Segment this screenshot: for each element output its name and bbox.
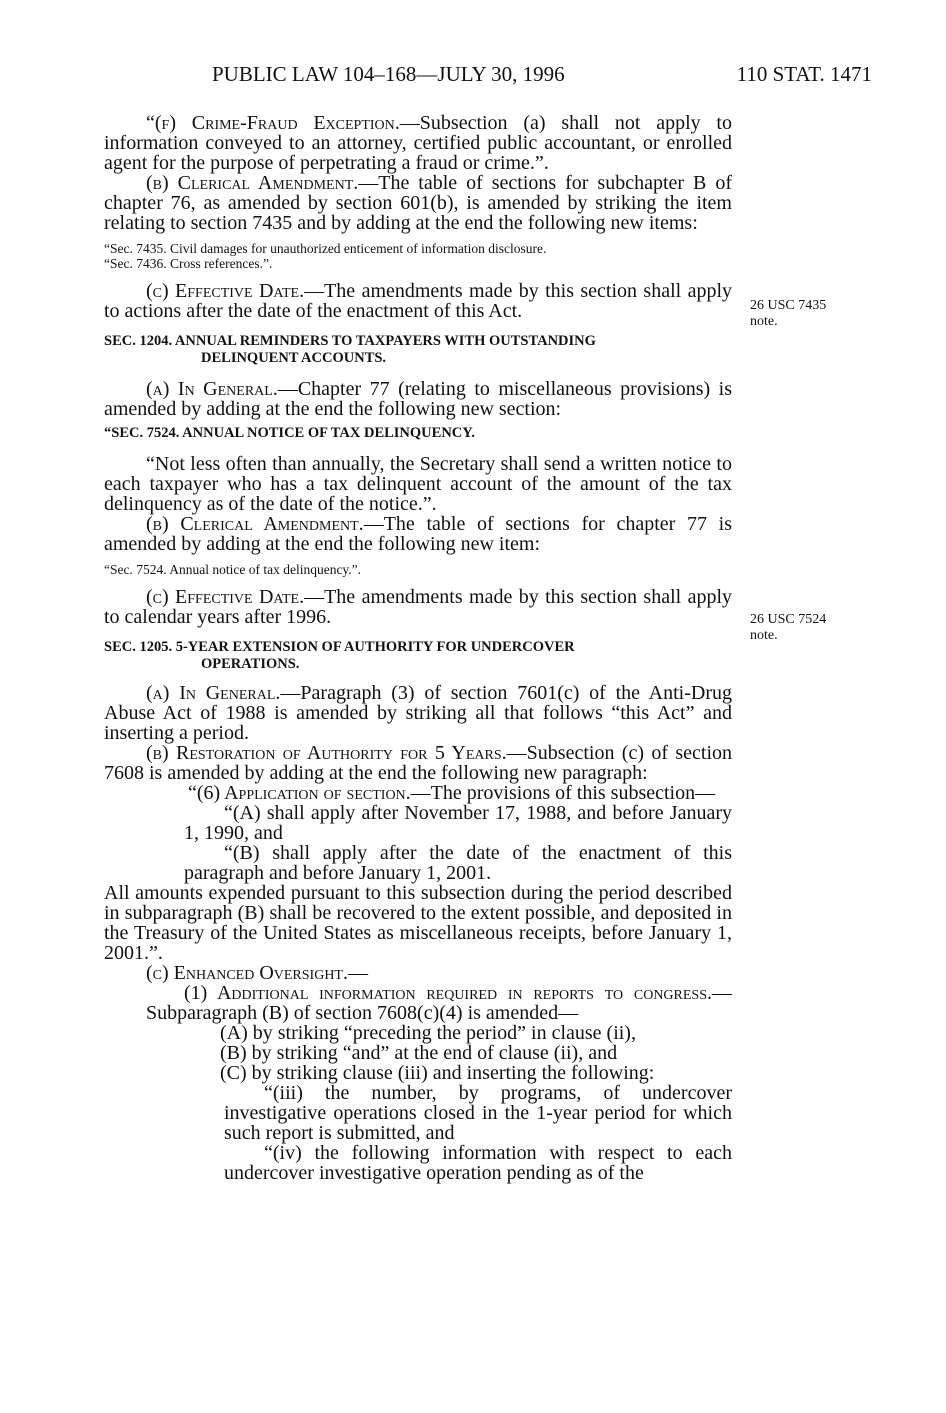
table-item-7436: “Sec. 7436. Cross references.”. bbox=[104, 256, 273, 271]
clause-iv: “(iv) the following information with respect to each undercover investigative operation pending as of the bbox=[224, 1142, 732, 1184]
header-stat-page: 110 STAT. 1471 bbox=[736, 62, 872, 86]
margin-note-7524: 26 USC 7524 note. bbox=[750, 612, 827, 643]
notice-text: “Not less often than annually, the Secretary shall send a written notice to each taxpayer who has a tax delinquent account of the amount of the tax delinquency as of the date of the notice.”. bbox=[104, 453, 732, 515]
restoration-of-authority: (b) Restoration of Authority for 5 Years.—Subsection (c) of section 7608 is amended by adding at the end the following new paragraph: bbox=[104, 742, 732, 784]
clause-iii: “(iii) the number, by programs, of undercover investigative operations closed in the 1-year period for which such report is submitted, and bbox=[224, 1082, 732, 1144]
enhanced-oversight: (c) Enhanced Oversight.— bbox=[146, 962, 368, 984]
running-header bbox=[212, 62, 872, 90]
effective-date-1: (c) Effective Date.—The amendments made by this section shall apply to actions after the date of the enactment of this Act. bbox=[104, 280, 732, 322]
list-item-a: (A) by striking “preceding the period” in clause (ii), bbox=[220, 1022, 636, 1044]
subparagraph-b: “(B) shall apply after the date of the enactment of this paragraph and before January 1, 2001. bbox=[184, 842, 732, 884]
document-body bbox=[104, 113, 732, 1183]
list-item-c: (C) by striking clause (iii) and inserting the following: bbox=[220, 1062, 655, 1084]
list-item-b: (B) by striking “and” at the end of clause (ii), and bbox=[220, 1042, 618, 1064]
effective-date-2: (c) Effective Date.—The amendments made by this section shall apply to calendar years after 1996. bbox=[104, 586, 732, 628]
additional-information: (1) Additional information required in reports to congress.—Subparagraph (B) of section 7608(c)(4) is amended— bbox=[146, 982, 732, 1024]
margin-note-7435: 26 USC 7435 note. bbox=[750, 298, 827, 329]
application-of-section: “(6) Application of section.—The provisions of this subsection— bbox=[188, 782, 716, 804]
header-public-law: PUBLIC LAW 104–168—JULY 30, 1996 bbox=[212, 62, 565, 86]
all-amounts-text: All amounts expended pursuant to this subsection during the period described in subparagraph (B) shall be recovered to the extent possible, and deposited in the Treasury of the United States as miscellaneous receipts, before January 1, 2001.”. bbox=[104, 882, 732, 964]
crime-fraud-exception: “(f) Crime-Fraud Exception.—Subsection (a) shall not apply to information conveyed to an attorney, certified public accountant, or enrolled agent for the purpose of perpetrating a fraud or crime.”. bbox=[104, 112, 732, 174]
section-1204-heading: SEC. 1204. ANNUAL REMINDERS TO TAXPAYERS WITH OUTSTANDING DELINQUENT ACCOUNTS. bbox=[104, 333, 596, 366]
in-general-1204: (a) In General.—Chapter 77 (relating to miscellaneous provisions) is amended by adding at the end the following new section: bbox=[104, 378, 732, 420]
clerical-amendment-1: (b) Clerical Amendment.—The table of sections for subchapter B of chapter 76, as amended by section 601(b), is amended by striking the item relating to section 7435 and by adding at the end the following new items: bbox=[104, 172, 732, 234]
section-7524-heading: “SEC. 7524. ANNUAL NOTICE OF TAX DELINQUENCY. bbox=[104, 425, 476, 441]
table-item-7524: “Sec. 7524. Annual notice of tax delinquency.”. bbox=[104, 562, 362, 577]
section-1205-heading: SEC. 1205. 5-YEAR EXTENSION OF AUTHORITY FOR UNDERCOVER OPERATIONS. bbox=[104, 639, 575, 672]
in-general-1205: (a) In General.—Paragraph (3) of section 7601(c) of the Anti-Drug Abuse Act of 1988 is amended by striking all that follows “this Act” and inserting a period. bbox=[104, 682, 733, 744]
clerical-amendment-2: (b) Clerical Amendment.—The table of sections for chapter 77 is amended by adding at the end the following new item: bbox=[104, 513, 733, 555]
table-item-7435: “Sec. 7435. Civil damages for unauthorized enticement of information disclosure. bbox=[104, 241, 547, 256]
subparagraph-a: “(A) shall apply after November 17, 1988, and before January 1, 1990, and bbox=[184, 802, 732, 844]
